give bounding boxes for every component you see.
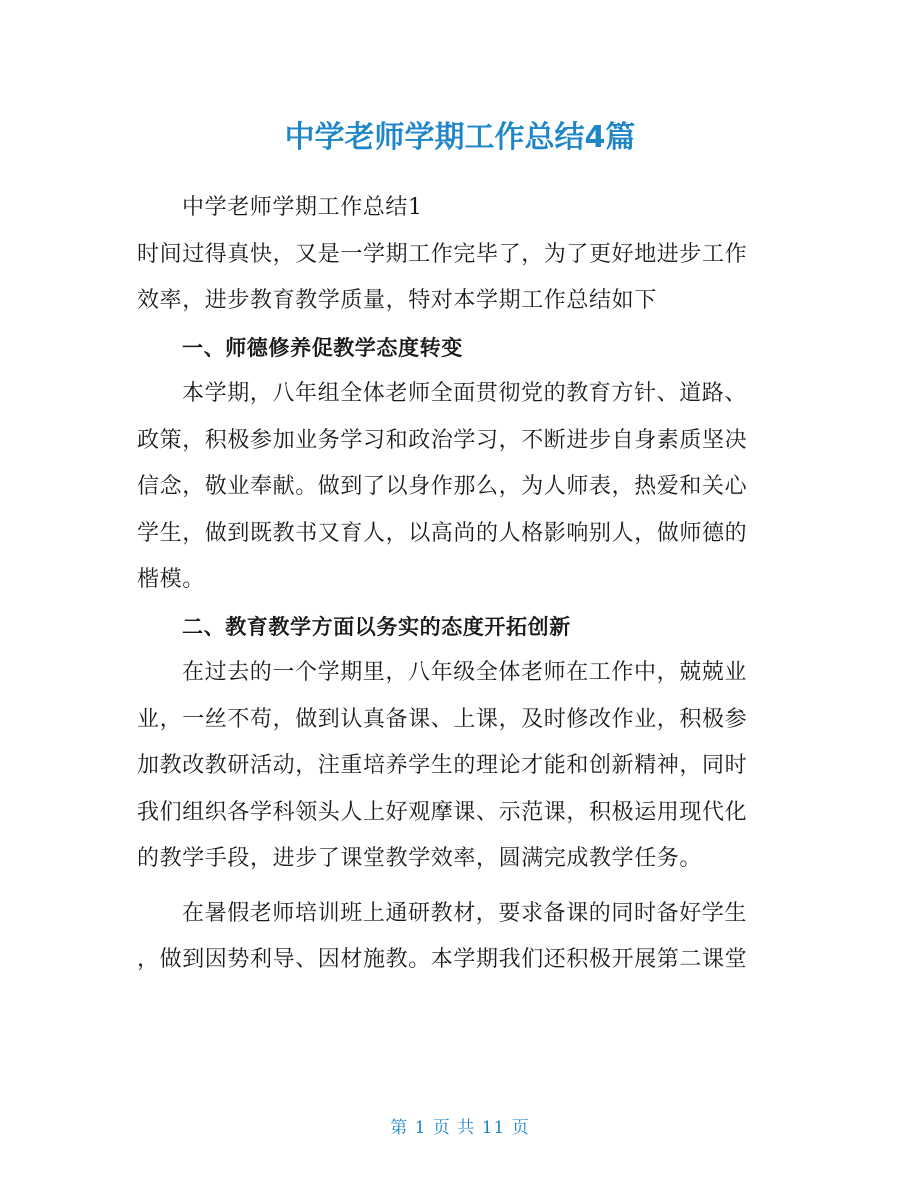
- section-label: 中学老师学期工作总结1: [182, 195, 423, 220]
- page-footer: 第 1 页 共 11 页: [390, 1118, 530, 1138]
- section-heading-1: 一、师德修养促教学态度转变: [182, 335, 463, 360]
- paragraph-1-line: 信念，敬业奉献。做到了以身作那么，为人师表，热爱和关心: [137, 474, 748, 499]
- document-body: [137, 185, 787, 984]
- section-heading-2: 二、教育教学方面以务实的态度开拓创新: [182, 614, 571, 639]
- paragraph-2-line: 我们组织各学科领头人上好观摩课、示范课，积极运用现代化: [137, 799, 748, 825]
- paragraph-2-line: 业，一丝不苟，做到认真备课、上课，及时修改作业，积极参: [137, 706, 748, 732]
- paragraph-2-line: 的教学手段，进步了课堂教学效率，圆满完成教学任务。: [137, 846, 703, 871]
- paragraph-1-line: 政策，积极参加业务学习和政治学习，不断进步自身素质坚决: [137, 427, 748, 453]
- paragraph-2-line: 在过去的一个学期里，八年级全体老师在工作中，兢兢业: [182, 660, 748, 685]
- intro-line: 时间过得真快，又是一学期工作完毕了，为了更好地进步工作: [137, 241, 748, 267]
- paragraph-3-line: ，做到因势利导、因材施教。本学期我们还积极开展第二课堂: [137, 947, 748, 972]
- paragraph-3-line: 在暑假老师培训班上通研教材，要求备课的同时备好学生: [182, 900, 748, 926]
- paragraph-1-line: 楷模。: [137, 567, 205, 592]
- paragraph-1-line: 学生，做到既教书又育人，以高尚的人格影响别人，做师德的: [137, 520, 748, 546]
- document-title: 中学老师学期工作总结4篇: [284, 120, 636, 155]
- paragraph-2-line: 加教改教研活动，注重培养学生的理论才能和创新精神，同时: [137, 753, 748, 778]
- intro-line: 效率，进步教育教学质量，特对本学期工作总结如下: [137, 288, 657, 313]
- paragraph-gap: [137, 883, 787, 891]
- paragraph-1-line: 本学期，八年组全体老师全面贯彻党的教育方针、道路、: [182, 381, 748, 406]
